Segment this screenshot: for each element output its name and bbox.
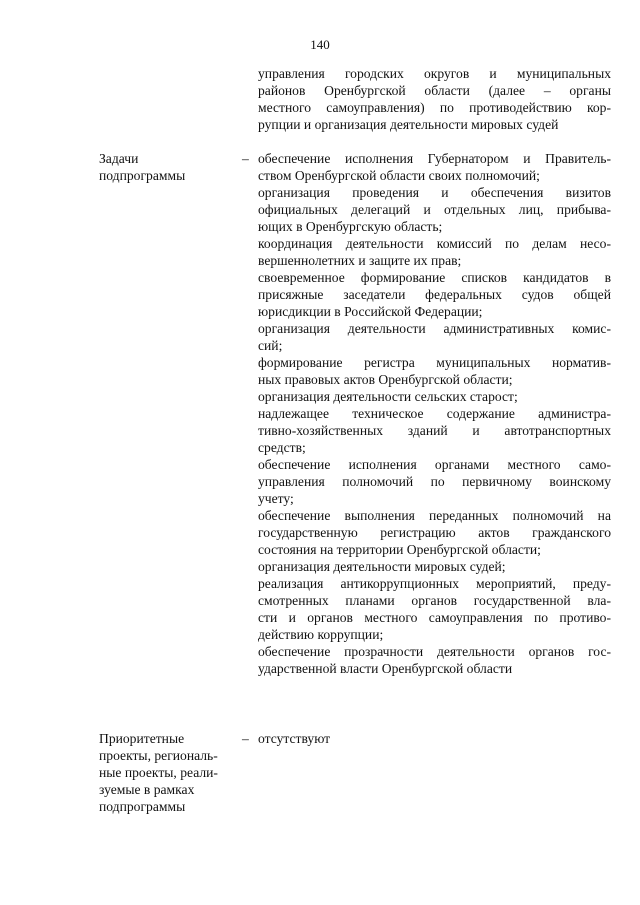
task-item-line: ударственной власти Оренбургской области [258, 661, 513, 676]
task-item [258, 320, 611, 354]
task-item-line: юрисдикции в Российской Федерации; [258, 304, 483, 319]
priority-projects-label [99, 730, 239, 815]
tasks-label-line: подпрограммы [99, 168, 186, 183]
priority-projects-value [258, 730, 611, 747]
task-item [258, 405, 611, 456]
task-item [258, 575, 611, 643]
task-item-line: обеспечение прозрачности деятельности органов гос- [258, 644, 611, 659]
task-item-line: вершеннолетних и защите их прав; [258, 253, 462, 268]
task-item [258, 269, 611, 320]
page-number: 140 [310, 37, 330, 52]
task-item-line: ных правовых актов Оренбургской области; [258, 372, 513, 387]
tasks-list [258, 150, 611, 677]
task-item-line: организация деятельности сельских старост; [258, 389, 518, 404]
task-item-line: учету; [258, 491, 294, 506]
priority-projects-label-line: зуемые в рамках [99, 782, 195, 797]
priority-projects-label-line: проекты, региональ- [99, 748, 218, 763]
intro-line: управления городских округов и муниципальных [258, 66, 611, 81]
task-item-line: тивно-хозяйственных зданий и автотранспортных [258, 423, 611, 438]
task-item-line: сти и органов местного самоуправления по противо- [258, 610, 611, 625]
task-item-line: обеспечение исполнения Губернатором и Правитель- [258, 151, 611, 166]
task-item-line: управления полномочий по первичному воинскому [258, 474, 611, 489]
task-item [258, 354, 611, 388]
task-item-line: состояния на территории Оренбургской области; [258, 542, 541, 557]
priority-projects-label-line: Приоритетные [99, 731, 185, 746]
task-item-line: организация деятельности мировых судей; [258, 559, 506, 574]
task-item-line: смотренных планами органов государственной вла- [258, 593, 611, 608]
task-item-line: сий; [258, 338, 283, 353]
task-item [258, 456, 611, 507]
task-item-line: государственную регистрацию актов гражданского [258, 525, 611, 540]
priority-projects-dash: – [242, 731, 249, 746]
task-item-line: ством Оренбургской области своих полномочий; [258, 168, 540, 183]
tasks-label-line: Задачи [99, 151, 139, 166]
task-item-line: обеспечение исполнения органами местного само- [258, 457, 611, 472]
priority-projects-label-line: ные проекты, реали- [99, 765, 218, 780]
task-item-line: присяжные заседатели федеральных судов общей [258, 287, 611, 302]
task-item-line: реализация антикоррупционных мероприятий, преду- [258, 576, 611, 591]
priority-projects-value-text: отсутствуют [258, 731, 331, 746]
task-item-line: ющих в Оренбургскую область; [258, 219, 443, 234]
intro-text [258, 65, 611, 133]
task-item [258, 643, 611, 677]
task-item [258, 507, 611, 558]
task-item-line: надлежащее техническое содержание администра- [258, 406, 611, 421]
task-item-line: официальных делегаций и отдельных лиц, прибыва- [258, 202, 611, 217]
task-item-line: действию коррупции; [258, 627, 384, 642]
task-item [258, 184, 611, 235]
task-item [258, 150, 611, 184]
task-item [258, 388, 611, 405]
task-item-line: организация деятельности административных комис- [258, 321, 611, 336]
tasks-label [99, 150, 239, 184]
priority-projects-label-line: подпрограммы [99, 799, 186, 814]
intro-line: рупции и организация деятельности мировых судей [258, 117, 559, 132]
tasks-dash: – [242, 151, 249, 166]
task-item-line: обеспечение выполнения переданных полномочий на [258, 508, 611, 523]
task-item-line: организация проведения и обеспечения визитов [258, 185, 611, 200]
task-item [258, 235, 611, 269]
task-item-line: координация деятельности комиссий по делам несо- [258, 236, 611, 251]
intro-line: районов Оренбургской области (далее – органы [258, 83, 611, 98]
task-item [258, 558, 611, 575]
intro-line: местного самоуправления) по противодействию кор- [258, 100, 611, 115]
task-item-line: своевременное формирование списков кандидатов в [258, 270, 611, 285]
task-item-line: формирование регистра муниципальных норматив- [258, 355, 611, 370]
task-item-line: средств; [258, 440, 306, 455]
